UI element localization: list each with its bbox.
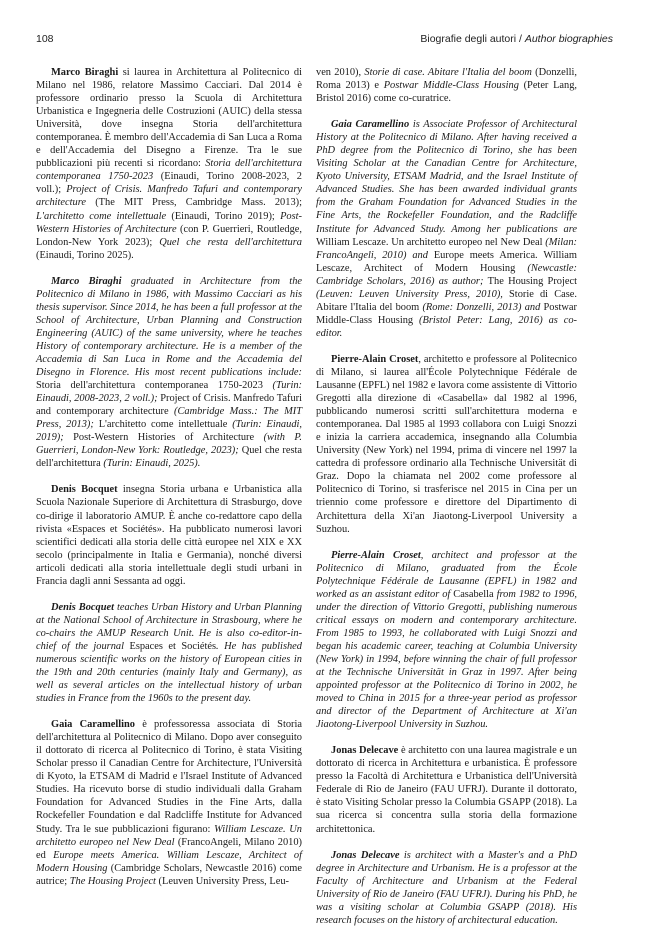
page-number: 108 bbox=[36, 33, 54, 45]
bio-caramellino-en: Gaia Caramellino is Associate Professor of Architectural History at the Politecnico di Milano. After having received a PhD degree from the Politecnico di Torino, she has been Visiting Scholar at the Canadian Centre for Architecture, Kyoto University, ETSAM Madrid, and the Israel Institute of Advanced Studies. She has been awarded individual grants from the Graham Foundation for Advanced Studies in the Fine Arts, the Rockefeller Foundation, and the Radcliffe Institute for Advanced Study. Among her publications are William Lescaze. Un architetto europeo nel New Deal (Milan: FrancoAngeli, 2010) and Europe meets America. William Lescaze, Architect of Modern Housing (Newcastle: Cambridge Scholars, 2016) as author; The Housing Project (Leuven: Leuven University Press, 2010), Storie di Case. Abitare l'Italia del boom (Rome: Donzelli, 2013) and Postwar Middle-Class Housing (Bristol Peter: Lang, 2016) as co-editor. bbox=[316, 119, 577, 339]
bio-croset-en: Pierre-Alain Croset, architect and professor at the Politecnico di Milano, graduated from the École Polytechnique Fédérale de Lausanne (EPFL) in 1982 and worked as an assistant editor of Casabella from 1982 to 1996, under the direction of Vittorio Gregotti, publishing numerous critical essays on modern and contemporary architecture. From 1985 to 1993, he collaborated with Luigi Snozzi and began his academic career, teaching at Columbia University (New York) in 1994, before winning the chair of full professor at the Technische Universität in Graz in 1997. After being appointed professor at the Politecnico di Torino in 2002, he moved to China in 2015 for a three-year period as professor and director of the Department of Architecture at Xi'an Jiaotong-Liverpool University in Suzhou. bbox=[316, 549, 577, 731]
author-name: Jonas Delecave bbox=[331, 745, 399, 757]
bio-delecave-it: Jonas Delecave è architetto con una laurea magistrale e un dottorato di ricerca in Architettura e urbanistica. È professore presso la Facoltà di Architettura e Urbanistica dell'Università Federale di Rio de Janeiro (FAU UFRJ). Durante il dottorato, è stato Visiting Scholar presso la Columbia GSAPP (2018). La sua ricerca si concentra sulla storia della formazione architettonica. bbox=[316, 745, 577, 835]
author-name: Pierre-Alain Croset bbox=[331, 353, 419, 365]
bio-croset-it: Pierre-Alain Croset, architetto e professore al Politecnico di Milano, si laurea all'École Polytechnique Fédérale de Lausanne (EPFL) nel 1982 e lavora come assistente di Vittorio Gregotti alla direzione di «Casabella» dal 1982 al 1996, pubblicando numerosi scritti sull'architettura moderna e contemporanea. Dal 1985 al 1993 collabora con Luigi Snozzi e inizia la carriera accademica, insegnando alla Columbia University (New York) nel 1994, prima di vincere nel 1997 la cattedra di professore ordinario alla Technische Universität di Graz. Dopo la chiamata nel 2002 come professore al Politecnico di Torino, si trasferisce nel 2015 in Cina per un triennio come professore e direttore del Dipartimento di Architettura della Xi'an Jiaotong-Liverpool University a Suzhou. bbox=[316, 353, 577, 535]
author-name: Jonas Delecave bbox=[331, 849, 400, 861]
left-column bbox=[36, 66, 302, 906]
author-name: Denis Bocquet bbox=[51, 484, 118, 496]
running-title-italian: Biografie degli autori / bbox=[420, 33, 522, 45]
running-title bbox=[420, 33, 613, 45]
running-title-english: Author biographies bbox=[524, 33, 613, 45]
bio-caramellino-it-continued: ven 2010), Storie di case. Abitare l'Italia del boom (Donzelli, Roma 2013) e Postwar Middle-Class Housing (Peter Lang, Bristol 2016) come co-curatrice. bbox=[316, 67, 578, 105]
bio-delecave-en: Jonas Delecave is architect with a Master's and a PhD degree in Architecture and Urbanism. He is a professor at the Faculty of Architecture and Urbanism at the Federal University of Rio de Janeiro (FAU UFRJ). During his PhD, he was a visiting scholar at Columbia GSAPP (2018). His research focuses on the history of architectural education. bbox=[316, 849, 577, 926]
author-name: Marco Biraghi bbox=[51, 67, 119, 78]
running-header bbox=[36, 33, 613, 47]
author-name: Gaia Caramellino bbox=[331, 119, 410, 131]
bio-biraghi-it: Marco Biraghi si laurea in Architettura al Politecnico di Milano nel 1986, relatore Massimo Cacciari. Dal 2014 è professore ordinario presso la Scuola di Architettura Urbanistica e Ingegneria delle Costruzioni (AUIC) della stessa Università, dove insegna Storia dell'architettura contemporanea. È membro dell'Accademia di San Luca a Roma e dell'Accademia del Disegno a Firenze. Tra le sue pubblicazioni più recenti si ricordano: Storia dell'architettura contemporanea 1750-2023 (Einaudi, Torino 2008-2023, 2 voll.); Project of Crisis. Manfredo Tafuri and contemporary architecture (The MIT Press, Cambridge Mass. 2013); L'architetto come intellettuale (Einaudi, Torino 2019); Post-Western Histories of Architecture (con P. Guerrieri, Routledge, London-New York 2023); Quel che resta dell'architettura (Einaudi, Torino 2025). bbox=[36, 67, 303, 261]
bio-biraghi-en: Marco Biraghi graduated in Architecture from the Politecnico di Milano in 1986, with Massimo Cacciari as his thesis supervisor. Since 2014, he has been a full professor at the School of Architecture, Urban Planning and Construction Engineering (AUIC) of the same university, where he teaches History of contemporary architecture. He is a member of the Accademia di San Luca in Rome and the Accademia del Disegno in Florence. His most recent publications include: Storia dell'architettura contemporanea 1750-2023 (Turin: Einaudi, 2008-2023, 2 voll.); Project of Crisis. Manfredo Tafuri and contemporary architecture (Cambridge Mass.: The MIT Press, 2013); L'architetto come intellettuale (Turin: Einaudi, 2019); Post-Western Histories of Architecture (with P. Guerrieri, London-New York: Routledge, 2023); Quel che resta dell'architettura (Turin: Einaudi, 2025). bbox=[36, 275, 303, 470]
bio-caramellino-it: Gaia Caramellino è professoressa associata di Storia dell'architettura al Politecnico di Milano. Dopo aver conseguito il dottorato di ricerca al Politecnico di Torino, è stata Visiting Scholar presso il Canadian Centre for Architecture, l'Università di Kyoto, la ETSAM di Madrid e l'Israel Institute of Advanced Studies. Ha ricevuto borse di studio individuali dalla Graham Foundation for Advanced Studies in the Fine Arts, dalla Rockefeller Foundation e dal Radcliffe Institute for Advanced Study. Tra le sue pubblicazioni figurano: William Lescaze. Un architetto europeo nel New Deal (FrancoAngeli, Milano 2010) ed Europe meets America. William Lescaze, Architect of Modern Housing (Cambridge Scholars, Newcastle 2016) come autrice; The Housing Project (Leuven University Press, Leu- bbox=[36, 719, 303, 887]
author-name: Gaia Caramellino bbox=[51, 719, 135, 731]
author-name: Pierre-Alain Croset bbox=[331, 549, 421, 561]
right-column bbox=[316, 66, 578, 926]
author-name: Denis Bocquet bbox=[51, 601, 114, 613]
bio-bocquet-en: Denis Bocquet teaches Urban History and Urban Planning at the National School of Architecture in Strasbourg, where he co-chairs the AMUP Research Unit. He is also co-editor-in-chief of the journal Espaces et Sociétés. He has published numerous scientific works on the history of European cities in the 19th and 20th centuries (mainly Italy and Germany), as well as several articles on the intellectual history of urban studies in France from the 1960s to the present day. bbox=[36, 601, 302, 705]
author-name: Marco Biraghi bbox=[51, 275, 122, 287]
bio-bocquet-it: Denis Bocquet insegna Storia urbana e Urbanistica alla Scuola Nazionale Superiore di Architettura di Strasburgo, dove co-dirige il laboratorio AMUP. È anche co-redattore capo della rivista «Espaces et Sociétés». Ha pubblicato numerosi lavori scientifici dedicati alla storia delle città europee nel XIX e XX secolo (principalmente in Italia e Germania), nonché diversi articoli dedicati alla storia intellettuale degli studi urbani in Francia dagli anni Sessanta ad oggi. bbox=[36, 484, 302, 587]
